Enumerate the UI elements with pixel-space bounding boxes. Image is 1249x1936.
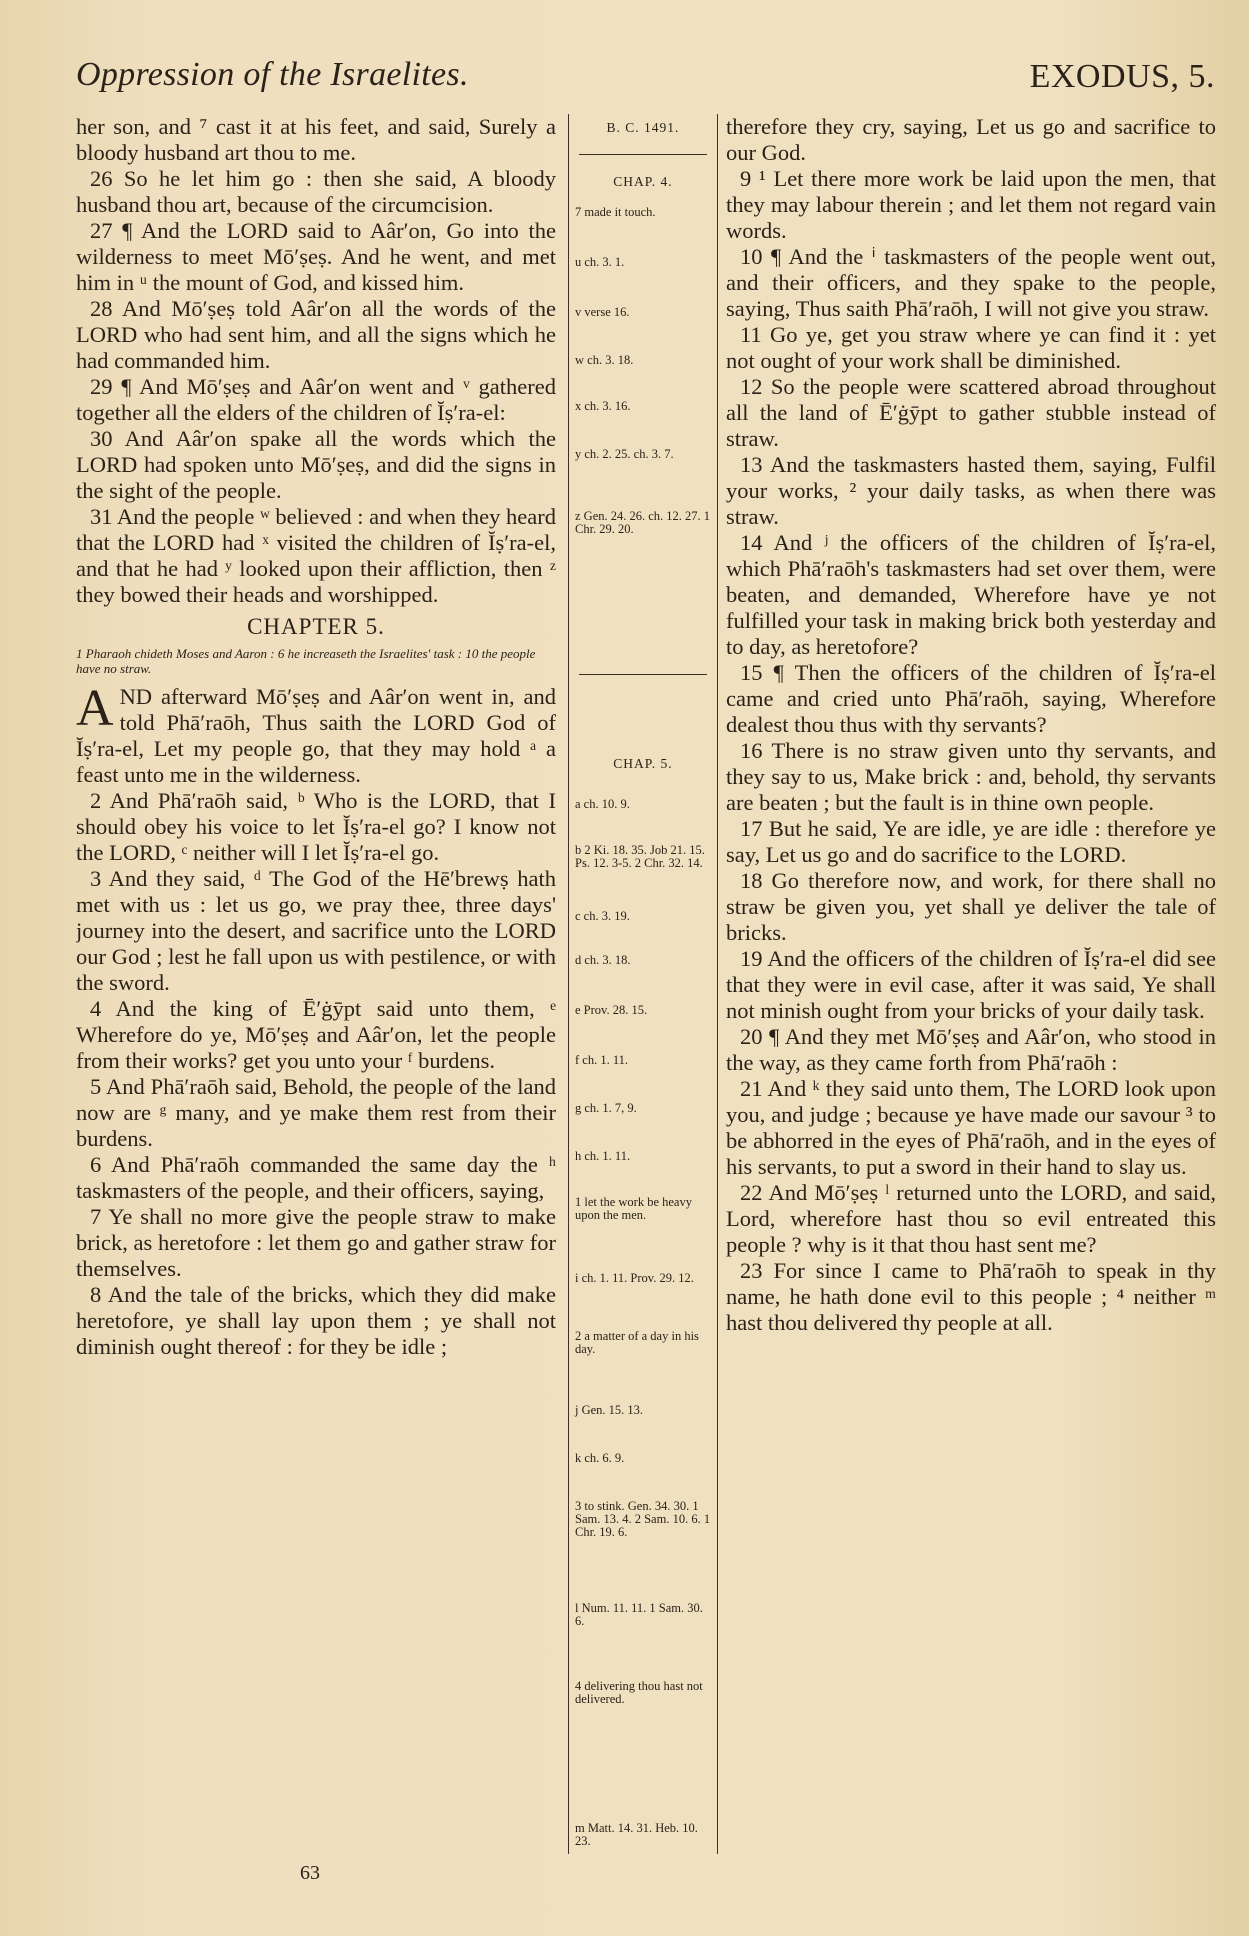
margin-note: i ch. 1. 11. Prov. 29. 12. bbox=[575, 1271, 694, 1285]
verse-5-23: 23 For since I came to Phā′raōh to speak in thy name, he hath done evil to this people ; ⁴ neither ᵐ hast thou delivered thy people at all. bbox=[726, 1258, 1216, 1335]
margin-note: l Num. 11. 11. 1 Sam. 30. 6. bbox=[575, 1601, 703, 1628]
verse-5-16: 16 There is no straw given unto thy servants, and they say to us, Make brick : and, behold, thy servants are beaten ; but the fault is in thine own people. bbox=[726, 738, 1216, 815]
left-text-column bbox=[76, 114, 556, 1854]
verse-5-11: 11 Go ye, get you straw where ye can find it : yet not ought of your work shall be diminished. bbox=[726, 322, 1216, 373]
verse-4-25-cont: her son, and ⁷ cast it at his feet, and said, Surely a bloody husband art thou to me. bbox=[76, 114, 556, 165]
margin-note: d ch. 3. 18. bbox=[575, 953, 631, 967]
verse-5-7: 7 Ye shall no more give the people straw to make brick, as heretofore : let them go and gather straw for themselves. bbox=[76, 1204, 556, 1281]
margin-note: 7 made it touch. bbox=[575, 205, 656, 219]
margin-note: 1 let the work be heavy upon the men. bbox=[575, 1195, 692, 1222]
verse-5-5: 5 And Phā′raōh said, Behold, the people of the land now are ᵍ many, and ye make them rest from their burdens. bbox=[76, 1074, 556, 1151]
margin-rule-top bbox=[579, 154, 707, 155]
verse-5-12: 12 So the people were scattered abroad throughout all the land of Ē′ġȳpt to gather stubble instead of straw. bbox=[726, 374, 1216, 451]
verse-5-19: 19 And the officers of the children of Ĭṣ′ra-el did see that they were in evil case, after it was said, Ye shall not minish ought from your bricks of your daily task. bbox=[726, 946, 1216, 1023]
verse-5-22: 22 And Mō′ṣeṣ ˡ returned unto the LORD, and said, Lord, wherefore hast thou so evil entreated this people ? why is it that thou hast sent me? bbox=[726, 1180, 1216, 1257]
margin-chap-4: CHAP. 4. bbox=[613, 174, 673, 189]
margin-note: m Matt. 14. 31. Heb. 10. 23. bbox=[575, 1821, 698, 1848]
verse-5-15: 15 ¶ Then the officers of the children of Ĭṣ′ra-el came and cried unto Phā′raōh, saying, Wherefore dealest thou thus with thy servants? bbox=[726, 660, 1216, 737]
margin-note: c ch. 3. 19. bbox=[575, 909, 630, 923]
verse-5-17: 17 But he said, Ye are idle, ye are idle : therefore ye say, Let us go and do sacrifice to the LORD. bbox=[726, 816, 1216, 867]
verse-4-28: 28 And Mō′ṣeṣ told Aâr′on all the words of the LORD who had sent him, and all the signs which he had commanded him. bbox=[76, 296, 556, 373]
margin-note: z Gen. 24. 26. ch. 12. 27. 1 Chr. 29. 20. bbox=[575, 509, 711, 536]
verse-4-26: 26 So he let him go : then she said, A bloody husband thou art, because of the circumcision. bbox=[76, 166, 556, 217]
margin-note: w ch. 3. 18. bbox=[575, 353, 634, 367]
margin-note: k ch. 6. 9. bbox=[575, 1451, 625, 1465]
chapter-heading: CHAPTER 5. bbox=[247, 614, 385, 639]
margin-note: u ch. 3. 1. bbox=[575, 255, 625, 269]
running-head-book: EXODUS, 5. bbox=[1029, 58, 1215, 95]
verse-5-1-text: ND afterward Mō′ṣeṣ and Aâr′on went in, and told Phā′raōh, Thus saith the LORD God of Ĭṣ′ra-el, Let my people go, that they may hold ᵃ a feast unto me in the wilderness. bbox=[76, 684, 556, 787]
running-head-title: Oppression of the Israelites. bbox=[76, 56, 469, 93]
margin-note: x ch. 3. 16. bbox=[575, 399, 631, 413]
margin-date: B. C. 1491. bbox=[606, 120, 680, 135]
chapter-summary: 1 Pharaoh chideth Moses and Aaron : 6 he increaseth the Israelites' task : 10 the people have no straw. bbox=[76, 646, 536, 676]
margin-rule-mid bbox=[579, 674, 707, 675]
verse-5-1 bbox=[76, 680, 556, 788]
margin-references-column bbox=[568, 114, 718, 1854]
margin-note: e Prov. 28. 15. bbox=[575, 1003, 648, 1017]
verse-5-18: 18 Go therefore now, and work, for there shall no straw be given you, yet shall ye deliver the tale of bricks. bbox=[726, 868, 1216, 945]
verse-4-29: 29 ¶ And Mō′ṣeṣ and Aâr′on went and ᵛ gathered together all the elders of the children of Ĭṣ′ra-el: bbox=[76, 374, 556, 425]
verse-5-2: 2 And Phā′raōh said, ᵇ Who is the LORD, that I should obey his voice to let Ĭṣ′ra-el go? I know not the LORD, ᶜ neither will I let Ĭṣ′ra-el go. bbox=[76, 788, 556, 865]
verse-4-31: 31 And the people ʷ believed : and when they heard that the LORD had ˣ visited the children of Ĭṣ′ra-el, and that he had ʸ looked upon their affliction, then ᶻ they bowed their heads and worshipped. bbox=[76, 504, 556, 607]
verse-5-21: 21 And ᵏ they said unto them, The LORD look upon you, and judge ; because ye have made our savour ³ to be abhorred in the eyes of Phā′raōh, and in the eyes of his servants, to put a sword in their hand to slay us. bbox=[726, 1076, 1216, 1179]
verse-5-10: 10 ¶ And the ⁱ taskmasters of the people went out, and their officers, and they spake to the people, saying, Thus saith Phā′raōh, I will not give you straw. bbox=[726, 244, 1216, 321]
margin-note: b 2 Ki. 18. 35. Job 21. 15. Ps. 12. 3-5. 2 Chr. 32. 14. bbox=[575, 843, 705, 870]
margin-note: 2 a matter of a day in his day. bbox=[575, 1329, 699, 1356]
verse-4-27: 27 ¶ And the LORD said to Aâr′on, Go into the wilderness to meet Mō′ṣeṣ. And he went, and met him in ᵘ the mount of God, and kissed him. bbox=[76, 218, 556, 295]
margin-note: 3 to stink. Gen. 34. 30. 1 Sam. 13. 4. 2 Sam. 10. 6. 1 Chr. 19. 6. bbox=[575, 1499, 711, 1539]
verse-5-13: 13 And the taskmasters hasted them, saying, Fulfil your works, ² your daily tasks, as when there was straw. bbox=[726, 452, 1216, 529]
margin-note: y ch. 2. 25. ch. 3. 7. bbox=[575, 447, 674, 461]
verse-5-20: 20 ¶ And they met Mō′ṣeṣ and Aâr′on, who stood in the way, as they came forth from Phā′raōh : bbox=[726, 1024, 1216, 1075]
margin-note: v verse 16. bbox=[575, 305, 630, 319]
margin-note: j Gen. 15. 13. bbox=[575, 1403, 644, 1417]
verse-4-30: 30 And Aâr′on spake all the words which the LORD had spoken unto Mō′ṣeṣ, and did the signs in the sight of the people. bbox=[76, 426, 556, 503]
drop-cap: A bbox=[76, 680, 114, 737]
verse-5-8-cont: therefore they cry, saying, Let us go and sacrifice to our God. bbox=[726, 114, 1216, 165]
verse-5-8: 8 And the tale of the bricks, which they did make heretofore, ye shall lay upon them ; ye shall not diminish ought thereof : for they be idle ; bbox=[76, 1282, 556, 1359]
margin-note: f ch. 1. 11. bbox=[575, 1053, 628, 1067]
verse-5-4: 4 And the king of Ē′ġȳpt said unto them, ᵉ Wherefore do ye, Mō′ṣeṣ and Aâr′on, let the people from their works? get you unto your ᶠ burdens. bbox=[76, 996, 556, 1073]
margin-note: h ch. 1. 11. bbox=[575, 1149, 631, 1163]
right-text-column bbox=[726, 114, 1216, 1854]
verse-5-6: 6 And Phā′raōh commanded the same day the ʰ taskmasters of the people, and their officers, saying, bbox=[76, 1152, 556, 1203]
page-number: 63 bbox=[300, 1862, 320, 1884]
margin-note: g ch. 1. 7, 9. bbox=[575, 1101, 637, 1115]
margin-note: 4 delivering thou hast not delivered. bbox=[575, 1679, 703, 1706]
verse-5-14: 14 And ʲ the officers of the children of Ĭṣ′ra-el, which Phā′raōh's taskmasters had set over them, were beaten, and demanded, Wherefore have ye not fulfilled your task in making brick both yesterday and to day, as heretofore? bbox=[726, 530, 1216, 659]
verse-5-9: 9 ¹ Let there more work be laid upon the men, that they may labour therein ; and let them not regard vain words. bbox=[726, 166, 1216, 243]
verse-5-3: 3 And they said, ᵈ The God of the Hē′brewṣ hath met with us : let us go, we pray thee, three days' journey into the desert, and sacrifice unto the LORD our God ; lest he fall upon us with pestilence, or with the sword. bbox=[76, 866, 556, 995]
margin-chap-5: CHAP. 5. bbox=[613, 756, 673, 771]
margin-note: a ch. 10. 9. bbox=[575, 797, 630, 811]
